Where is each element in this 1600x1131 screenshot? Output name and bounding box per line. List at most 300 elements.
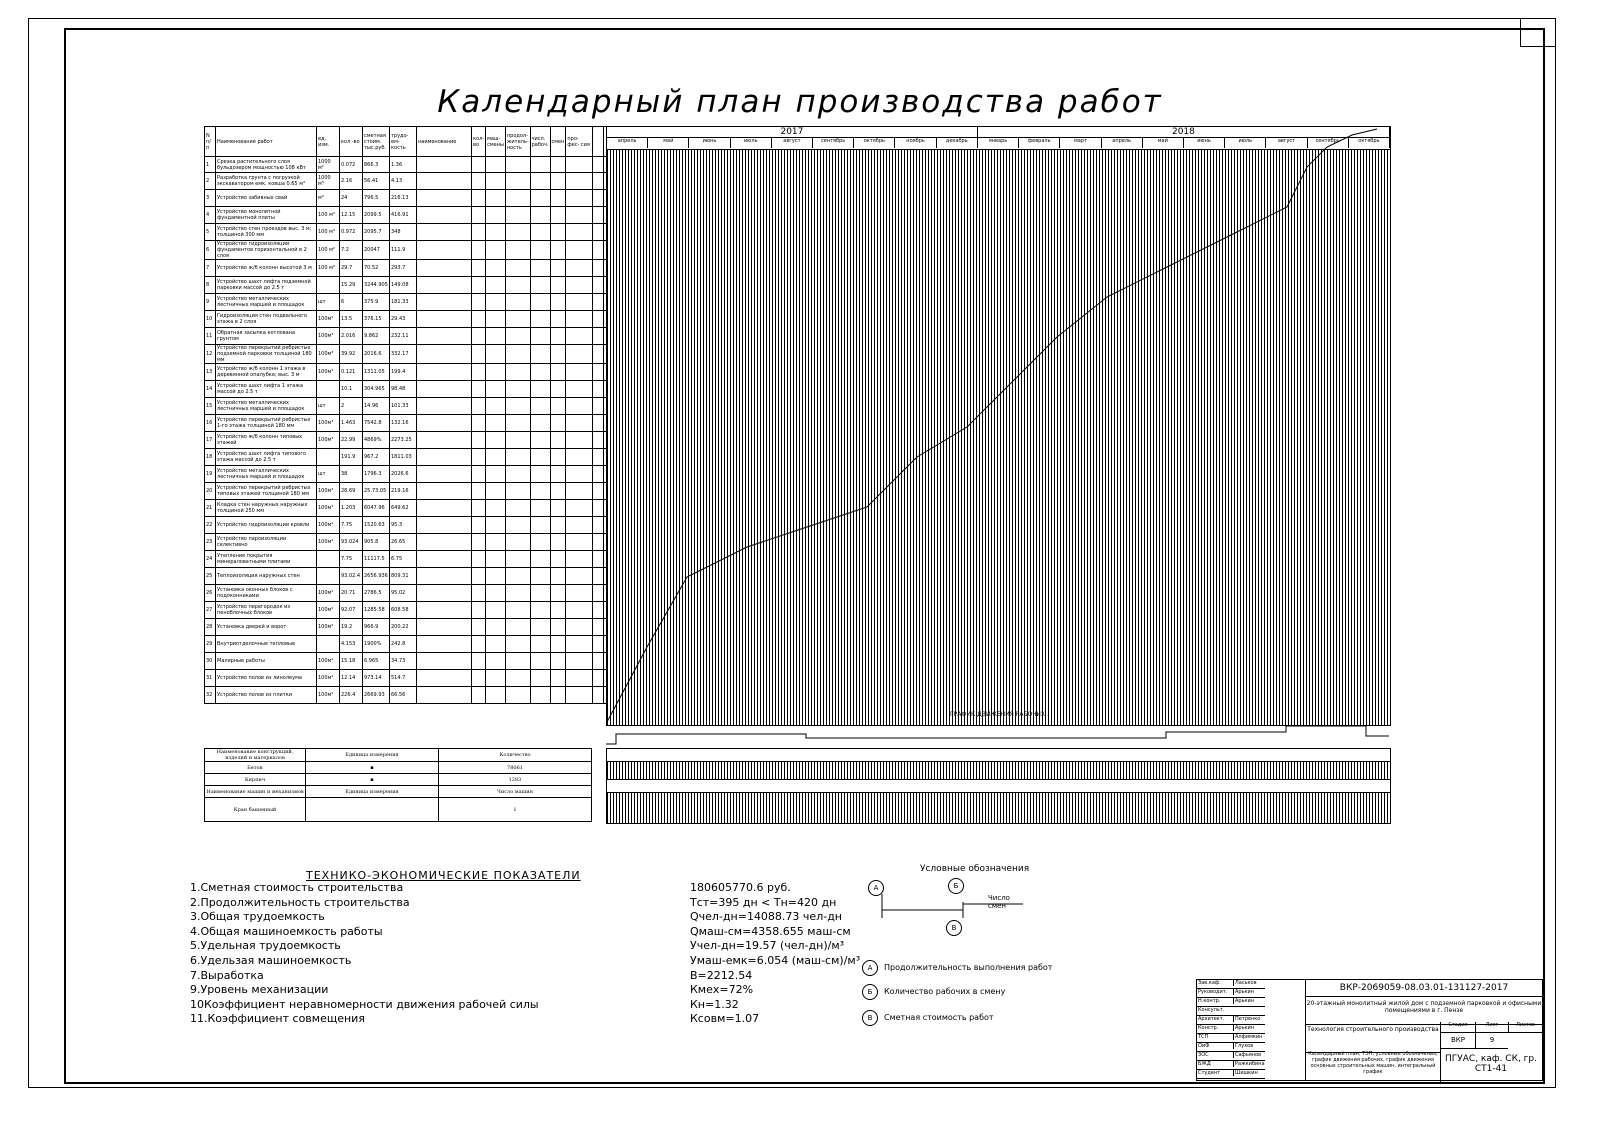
row-cell	[530, 345, 550, 364]
row-unit	[317, 449, 340, 466]
stamp-name: Алфимкин	[1233, 1034, 1267, 1040]
month-label: сентябрь	[813, 138, 854, 148]
row-cell	[566, 311, 593, 328]
row-cell	[505, 653, 530, 670]
row-cell	[550, 398, 566, 415]
row-cell	[505, 415, 530, 432]
row-cell	[550, 500, 566, 517]
row-cell	[417, 500, 472, 517]
tep-value: Умаш-емк=6.054 (маш-см)/м³	[690, 954, 861, 967]
row-cell	[486, 415, 506, 432]
row-qty: 1.203	[340, 500, 363, 517]
legend-c-circle: В	[862, 1010, 878, 1026]
row-cost: 967.2	[363, 449, 390, 466]
month-label: февраль	[1019, 138, 1060, 148]
row-cell	[550, 277, 566, 294]
row-cell	[417, 653, 472, 670]
row-name: Устройство ж/б колонн типовых этажей	[216, 432, 317, 449]
row-cell	[472, 670, 486, 687]
row-cell	[505, 517, 530, 534]
row-cell	[505, 602, 530, 619]
row-cell	[472, 619, 486, 636]
row-cell	[505, 328, 530, 345]
row-cell	[472, 207, 486, 224]
mat-beton: Бетон	[205, 762, 306, 774]
gantt-chart	[606, 126, 1391, 726]
row-labor: 1811.03	[390, 449, 417, 466]
row-cost: 6.965	[363, 653, 390, 670]
row-cell	[550, 241, 566, 260]
row-cell	[530, 551, 550, 568]
row-cell	[486, 224, 506, 241]
legend-b-circle: Б	[862, 984, 878, 1000]
row-cell	[486, 432, 506, 449]
row-cell	[593, 585, 604, 602]
row-cost: 905.8	[363, 534, 390, 551]
table-row	[205, 534, 615, 551]
sheet-value: 9	[1475, 1033, 1508, 1049]
row-cell	[505, 207, 530, 224]
th-duration: продол- житель- ность	[505, 127, 530, 157]
row-unit: м³	[317, 190, 340, 207]
stamp-role: Зав.каф.	[1198, 980, 1221, 986]
sheet-title: Календарный план, ТЭП, условные обозначения, график движения рабочих, график движения основных строительных машин, интегральный график	[1305, 1049, 1440, 1081]
row-cell	[530, 585, 550, 602]
row-cell	[417, 534, 472, 551]
table-row	[205, 449, 615, 466]
th-n: N п/п	[205, 127, 216, 157]
row-unit	[317, 551, 340, 568]
row-cell	[417, 449, 472, 466]
row-name: Устройство пароизоляции селективно	[216, 534, 317, 551]
stamp-role: Консульт.	[1198, 1007, 1225, 1013]
organization: ПГУАС, каф. СК, гр. СТ1-41	[1440, 1049, 1541, 1084]
legend-shifts-label: Число смен	[988, 894, 1010, 910]
row-cell	[566, 551, 593, 568]
workers-graph-title: ГРАФИК ДВИЖЕНИЯ РАБОЧИХ	[949, 711, 1046, 718]
row-name: Устройство гидроизоляции кровли	[216, 517, 317, 534]
table-row	[205, 517, 615, 534]
row-cell	[472, 328, 486, 345]
row-cell	[550, 619, 566, 636]
stamp-role: Руководит.	[1198, 989, 1228, 995]
table-row	[205, 483, 615, 500]
row-cell	[593, 449, 604, 466]
row-cell	[530, 224, 550, 241]
row-cell	[550, 585, 566, 602]
row-cell	[486, 500, 506, 517]
mat-beton-unit: ▪	[306, 762, 439, 774]
row-unit: 100м²	[317, 670, 340, 687]
row-cell	[505, 241, 530, 260]
row-cell	[505, 260, 530, 277]
row-cell	[486, 466, 506, 483]
stamp-name: Ласьков	[1233, 980, 1267, 986]
table-row	[205, 224, 615, 241]
row-labor: 348	[390, 224, 417, 241]
mach-header-qty: Число машин	[439, 786, 592, 798]
row-labor: 132.16	[390, 415, 417, 432]
row-cell	[417, 398, 472, 415]
row-cell	[530, 636, 550, 653]
row-cell	[530, 157, 550, 173]
tep-value: Qмаш-см=4358.655 маш-см	[690, 924, 851, 938]
row-cell	[417, 551, 472, 568]
row-number: 13	[205, 364, 216, 381]
row-labor: 29.43	[390, 311, 417, 328]
row-number: 20	[205, 483, 216, 500]
row-labor: 649.62	[390, 500, 417, 517]
stamp-name: Глухов	[1233, 1043, 1267, 1049]
stage-label: Стадия	[1440, 1022, 1475, 1033]
month-label: август	[772, 138, 813, 148]
row-unit: 100м³	[317, 328, 340, 345]
row-cost: 796.5	[363, 190, 390, 207]
table-row	[205, 157, 615, 173]
row-cell	[417, 585, 472, 602]
row-name: Устройство шахт лифта 1 этажа массой до 2.5 т	[216, 381, 317, 398]
row-cell	[566, 345, 593, 364]
row-cell	[505, 534, 530, 551]
month-label: сентябрь	[1308, 138, 1349, 148]
row-cell	[550, 260, 566, 277]
row-cell	[472, 277, 486, 294]
row-cell	[417, 517, 472, 534]
row-cell	[505, 381, 530, 398]
row-cell	[530, 398, 550, 415]
row-unit: шт	[317, 466, 340, 483]
row-cell	[486, 241, 506, 260]
stamp-name: Арькин	[1233, 998, 1267, 1004]
row-cell	[550, 190, 566, 207]
th-crew	[593, 127, 604, 157]
th-workers: числ. рабоч.	[530, 127, 550, 157]
row-cost: 375.9	[363, 294, 390, 311]
row-name: Устройство шахт лифта подземной парковки массой до 2.5 т	[216, 277, 317, 294]
row-cell	[472, 415, 486, 432]
row-unit: 100м²	[317, 585, 340, 602]
tep-label: 6.Удельзая машиноемкость	[190, 954, 352, 967]
row-cell	[472, 636, 486, 653]
row-qty: 39.92	[340, 345, 363, 364]
row-number: 4	[205, 207, 216, 224]
row-unit: 100 м³	[317, 224, 340, 241]
section-name: Технология строительного производства	[1305, 1022, 1440, 1053]
row-cell	[566, 328, 593, 345]
row-number: 19	[205, 466, 216, 483]
stamp-name: Арькин	[1233, 1025, 1267, 1031]
tep-label: 2.Продолжительность строительства	[190, 895, 410, 909]
row-labor: 149.08	[390, 277, 417, 294]
row-cell	[550, 636, 566, 653]
row-name: Разработка грунта с погрузкой экскаватором емк. ковша 0.65 м³	[216, 173, 317, 190]
table-row	[205, 432, 615, 449]
row-qty: 13.5	[340, 311, 363, 328]
row-cell	[530, 328, 550, 345]
row-name: Устройство забивных свай	[216, 190, 317, 207]
stamp-role: ТСП	[1198, 1034, 1209, 1040]
row-labor: 514.7	[390, 670, 417, 687]
row-cell	[505, 568, 530, 585]
row-cell	[593, 364, 604, 381]
row-number: 11	[205, 328, 216, 345]
row-name: Устройство ж/б колонн 1 этажа в деревянной опалубке; выс. 3 м	[216, 364, 317, 381]
row-cell	[486, 585, 506, 602]
row-cost: 7542.8	[363, 415, 390, 432]
th-unit: ед. изм.	[317, 127, 340, 157]
month-label: июль	[731, 138, 772, 148]
mat-brick-qty: 1283	[439, 774, 592, 786]
row-cell	[550, 381, 566, 398]
row-cost: 2656.936	[363, 568, 390, 585]
stamp-person-row	[1197, 1016, 1265, 1025]
stamp-name: Ражкибина	[1233, 1061, 1267, 1067]
stamp-role: ОиФ	[1198, 1043, 1210, 1049]
row-unit: 100 м³	[317, 207, 340, 224]
row-cell	[566, 619, 593, 636]
row-qty: 28.69	[340, 483, 363, 500]
row-cell	[530, 670, 550, 687]
row-unit: 100м²	[317, 619, 340, 636]
row-cell	[472, 294, 486, 311]
row-cell	[593, 260, 604, 277]
row-labor: 216.13	[390, 190, 417, 207]
row-cell	[472, 241, 486, 260]
row-cell	[530, 364, 550, 381]
row-cell	[530, 190, 550, 207]
row-cost: 2786.5	[363, 585, 390, 602]
stamp-role: ЗОС	[1198, 1052, 1209, 1058]
row-qty: 191.9	[340, 449, 363, 466]
row-cell	[530, 294, 550, 311]
row-cell	[593, 157, 604, 173]
row-number: 15	[205, 398, 216, 415]
table-row	[205, 277, 615, 294]
row-labor: 219.16	[390, 483, 417, 500]
row-cost: 2095.7	[363, 224, 390, 241]
row-cell	[550, 653, 566, 670]
row-cell	[486, 190, 506, 207]
row-cell	[486, 568, 506, 585]
row-cell	[593, 190, 604, 207]
work-table	[204, 126, 615, 704]
row-cell	[486, 619, 506, 636]
row-cost: 2016.6	[363, 345, 390, 364]
row-cost: 9.862	[363, 328, 390, 345]
row-qty: 12.15	[340, 207, 363, 224]
row-number: 27	[205, 602, 216, 619]
row-number: 32	[205, 687, 216, 704]
tep-label: 1.Сметная стоимость строительства	[190, 881, 404, 894]
row-cell	[472, 432, 486, 449]
row-number: 22	[205, 517, 216, 534]
row-qty: 12.14	[340, 670, 363, 687]
row-qty: 1.463	[340, 415, 363, 432]
row-cell	[486, 328, 506, 345]
row-qty: 0.972	[340, 224, 363, 241]
row-cell	[530, 415, 550, 432]
row-cell	[505, 294, 530, 311]
row-cost: 1311.05	[363, 364, 390, 381]
row-name: Устройство металлических лестничных маршей и площадок	[216, 294, 317, 311]
legend-c-text: Сметная стоимость работ	[884, 1013, 994, 1022]
row-number: 6	[205, 241, 216, 260]
row-labor: 111.9	[390, 241, 417, 260]
row-unit: 100м²	[317, 517, 340, 534]
th-profession: про- фес- сия	[566, 127, 593, 157]
row-cell	[505, 636, 530, 653]
legend-c-marker: В	[946, 920, 962, 936]
row-cell	[505, 345, 530, 364]
table-row	[205, 636, 615, 653]
tep-value: В=2212.54	[690, 968, 753, 982]
table-row	[205, 585, 615, 602]
row-cell	[566, 636, 593, 653]
row-labor: 199.4	[390, 364, 417, 381]
row-cell	[550, 345, 566, 364]
row-cell	[566, 517, 593, 534]
row-labor: 608.58	[390, 602, 417, 619]
row-cell	[550, 311, 566, 328]
row-cell	[566, 483, 593, 500]
row-unit: 100м²	[317, 653, 340, 670]
row-unit: 100м²	[317, 311, 340, 328]
row-cell	[566, 432, 593, 449]
mach-crane: Кран башенный	[205, 798, 306, 822]
row-cell	[566, 415, 593, 432]
row-cell	[550, 551, 566, 568]
row-qty: 22.99	[340, 432, 363, 449]
row-labor: 4.13	[390, 173, 417, 190]
row-cell	[417, 381, 472, 398]
row-name: Устройство монолитной фундаментной плиты	[216, 207, 317, 224]
row-labor: 332.17	[390, 345, 417, 364]
stamp-person-row	[1197, 1070, 1265, 1079]
tep-label: 7.Выработка	[190, 968, 264, 982]
legend-a-circle: А	[862, 960, 878, 976]
row-cell	[593, 415, 604, 432]
row-labor: 26.65	[390, 534, 417, 551]
row-cell	[472, 311, 486, 328]
table-row	[205, 687, 615, 704]
row-cell	[593, 483, 604, 500]
row-cell	[593, 568, 604, 585]
row-cell	[566, 277, 593, 294]
row-cell	[486, 483, 506, 500]
row-cost: 1796.3	[363, 466, 390, 483]
row-cell	[486, 157, 506, 173]
row-cell	[593, 224, 604, 241]
row-cell	[472, 585, 486, 602]
legend-b-marker: Б	[948, 878, 964, 894]
row-qty: 20.71	[340, 585, 363, 602]
row-cell	[566, 381, 593, 398]
row-cell	[566, 568, 593, 585]
th-machines: наименование	[417, 127, 472, 157]
row-cell	[530, 517, 550, 534]
row-number: 23	[205, 534, 216, 551]
table-row	[205, 653, 615, 670]
row-cost: 11117.5	[363, 551, 390, 568]
tep-value: 180605770.6 руб.	[690, 881, 791, 894]
row-unit: 100 м²	[317, 241, 340, 260]
month-label: октябрь	[854, 138, 895, 148]
row-cell	[472, 466, 486, 483]
row-cost: 20047	[363, 241, 390, 260]
th-shifts: смен	[550, 127, 566, 157]
row-cell	[417, 466, 472, 483]
row-qty: 0.072	[340, 157, 363, 173]
row-cell	[530, 602, 550, 619]
row-unit: 100 м³	[317, 260, 340, 277]
row-cell	[505, 224, 530, 241]
row-cell	[550, 483, 566, 500]
row-cell	[593, 294, 604, 311]
row-number: 28	[205, 619, 216, 636]
mat-header-name: Наименование конструкций, изделий и материалов	[205, 749, 306, 762]
month-label: ноябрь	[895, 138, 936, 148]
row-unit	[317, 277, 340, 294]
legend-diagram	[868, 880, 1048, 940]
row-number: 21	[205, 500, 216, 517]
row-cell	[417, 636, 472, 653]
tep-title: ТЕХНИКО-ЭКОНОМИЧЕСКИЕ ПОКАЗАТЕЛИ	[306, 869, 581, 882]
legend-b-text: Количество рабочих в смену	[884, 987, 1006, 996]
row-cost: 304.965	[363, 381, 390, 398]
row-cell	[472, 345, 486, 364]
row-cell	[530, 687, 550, 704]
row-cell	[417, 277, 472, 294]
row-unit	[317, 381, 340, 398]
row-cell	[530, 241, 550, 260]
row-labor: 200.22	[390, 619, 417, 636]
row-cell	[566, 224, 593, 241]
row-cell	[593, 602, 604, 619]
row-unit	[317, 568, 340, 585]
th-mach-qty: кол- во	[472, 127, 486, 157]
row-name: Утепление покрытия минераловатными плитами	[216, 551, 317, 568]
row-cell	[472, 260, 486, 277]
row-cell	[417, 364, 472, 381]
row-name: Устройство шахт лифта типового этажа массой до 2.5 т	[216, 449, 317, 466]
tep-label: 3.Общая трудоемкость	[190, 910, 325, 924]
row-number: 25	[205, 568, 216, 585]
stamp-person-row	[1197, 998, 1265, 1007]
row-cell	[530, 653, 550, 670]
row-cell	[472, 483, 486, 500]
row-number: 30	[205, 653, 216, 670]
row-cell	[472, 190, 486, 207]
row-cell	[530, 432, 550, 449]
row-cell	[593, 432, 604, 449]
row-cell	[530, 568, 550, 585]
table-row	[205, 260, 615, 277]
row-number: 10	[205, 311, 216, 328]
row-cell	[550, 449, 566, 466]
row-cost: 1900%	[363, 636, 390, 653]
row-cell	[505, 500, 530, 517]
row-labor: 242.8	[390, 636, 417, 653]
row-qty: 19.2	[340, 619, 363, 636]
tep-value: Кмех=72%	[690, 983, 754, 997]
row-cell	[472, 602, 486, 619]
row-cell	[530, 449, 550, 466]
table-row	[205, 173, 615, 190]
row-unit: 100м³	[317, 483, 340, 500]
row-cell	[530, 483, 550, 500]
row-cell	[566, 173, 593, 190]
month-label: январь	[978, 138, 1019, 148]
